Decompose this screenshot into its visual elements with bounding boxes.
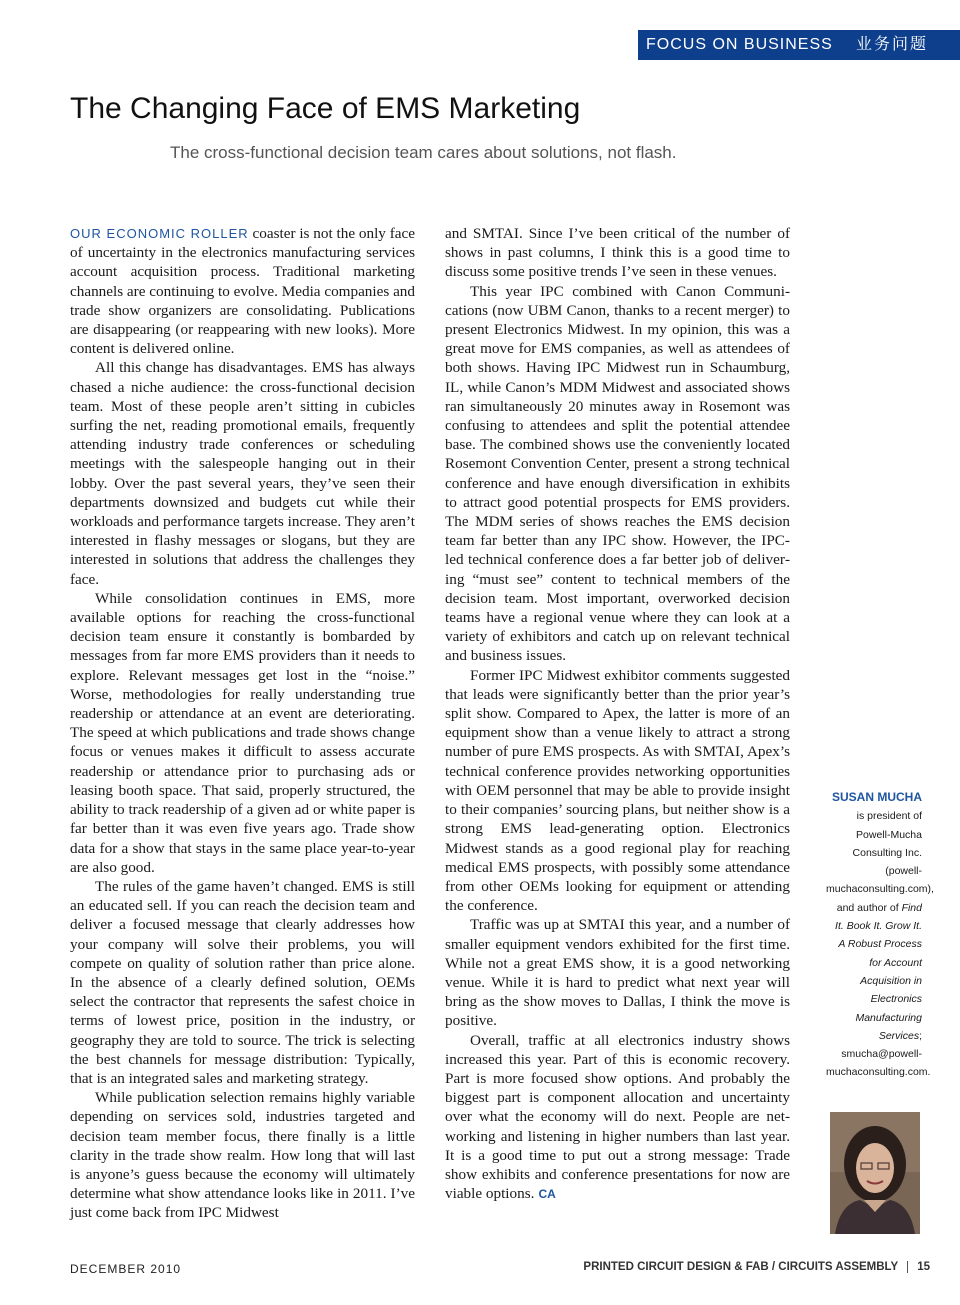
book-title: Find It. Book It. Grow It. A Robust Process for Account Acquisition in Electronics Manufacturing Services [835, 901, 922, 1042]
paragraph [445, 1031, 790, 1205]
paragraph: This year IPC combined with Canon Communications (now UBM Canon, thanks to a recent merger) to present Electronics Midwest. In my opinion, this was a great move for EMS companies, as well as attendees of both shows. Having IPC Midwest run in Schaumburg, IL, while Canon’s MDM Midwest and associated shows ran simultaneously 20 minutes away in Rosemont was confusing to attendees and split the potential attendee base. The combined shows use the conveniently located Rosemont Convention Center, present a strong technical conference and have enough diversification in exhibits to attract good potential prospects for EMS providers. The MDM series of shows reaches the EMS decision team far better than any IPC show. However, the IPC-led technical conference does a far better job of delivering “must see” content to technical members of the decision team. Most important, overworked decision teams have a regional venue where they can look at a variety of exhibitors and catch up on relevant technical and business issues. [445, 282, 790, 665]
bio-text: is president of Powell-Mucha Consulting Inc. (powell-muchaconsulting.com), and author of [826, 810, 934, 914]
paragraph-text: Overall, traffic at all electronics industry shows increased this year. Part of this is economic recovery. Part is more focused show options. And probably the biggest part is component allocation and uncertainty over what the economy will do next. People are networking and listening in higher numbers than last year. It is a good time to put out a strong message: Trade show exhibits and conference presentations for now are viable options. [445, 1031, 790, 1203]
author-photo [830, 1112, 920, 1234]
section-label-chinese: 业务问题 [856, 36, 929, 53]
author-name: SUSAN MUCHA [832, 790, 922, 804]
paragraph: Former IPC Midwest exhibitor comments suggested that leads were significantly better than the prior year’s split show. Compared to Apex, the latter is more of an equipment show than a venue likely to attract a strong number of pure EMS prospects. As with SMTAI, Apex’s technical conference provides networking opportunities with OEM personnel that may be able to provide insight to their companies’ sourcing plans, but neither show is a strong EMS lead-generating option. Electronics Midwest stands as a good regional play for reaching medical EMS prospects, with possibly some attendance from other OEMs looking for equipment or attending the conference. [445, 666, 790, 915]
paragraph: While publication selection remains highly variable depending on services sold, industries targeted and decision team member focus, there finally is a little clarity in the trade show realm. How long that will last is anyone’s guess because the economy will ultimately determine what show attendance looks like in 2011. I’ve just come back from IPC Midwest [70, 1089, 415, 1222]
end-mark: CA [538, 1187, 556, 1202]
paragraph: The rules of the game haven’t changed. EMS is still an educated sell. If you can reach the decision team and deliver a focused message that clearly addresses how your company will solve their problems, you will compete on quality of solution rather than price alone. In the absence of a clearly defined solution, OEMs select the contractor that represents the safest choice in terms of lowest price, position in the industry, or geography they are told to source. The trick is selecting the best channels for message distribution: Typically, that is an integrated sales and marketing strategy. [70, 877, 415, 1087]
article-column-1 [70, 224, 415, 1223]
section-banner [638, 30, 960, 60]
bio-contact: ; smucha@powell-muchaconsulting.com. [826, 1029, 931, 1079]
paragraph: and SMTAI. Since I’ve been critical of the number of shows in past columns, I think this is a good time to discuss some positive trends I’ve seen in these venues. [445, 225, 790, 281]
paragraph-text: coaster is not the only face of uncertainty in the electronics manufacturing services account acquisition process. Traditional marketing channels are continuing to evolve. Media companies and trade show organizers are consolidating. Publications are disappearing (or reappearing with new looks). More content is delivered online. [70, 225, 415, 358]
article-column-2 [445, 224, 790, 1204]
paragraph: All this change has disadvantages. EMS has always chased a niche audience: the cross-functional decision team. Most of these people aren’t sitting in cubicles surfing the net, reading promotional emails, frequently attending industry trade conferences or scheduling meetings with the salespeople hanging out in their lobby. Over the past several years, they’ve seen their departments downsized and budgets cut while their workloads and performance targets increase. They aren’t interested in flashy messages or slogans, but they are interested in solutions that address the challenges they face. [70, 359, 415, 588]
issue-date: DECEMBER 2010 [70, 1262, 182, 1276]
footer-divider [907, 1261, 908, 1273]
author-portrait-icon [830, 1112, 920, 1234]
page-number: 15 [917, 1261, 930, 1274]
article-subtitle: The cross-functional decision team cares about solutions, not flash. [170, 143, 677, 162]
article-title: The Changing Face of EMS Marketing [70, 92, 581, 125]
author-bio [826, 788, 934, 1082]
section-label: FOCUS ON BUSINESS [646, 36, 833, 53]
paragraph [70, 224, 415, 358]
paragraph: While consolidation continues in EMS, more available options for reaching the cross-functional decision team ensure it constantly is bombarded by messages from far more EMS providers than it needs to explore. Relevant messages get lost in the “noise.” Worse, methodologies for really understanding true readership or attendance at an event are deteriorating. The speed at which publications and trade shows change focus or venues makes it difficult to assess accurate readership or attendance prior to purchasing ads or leasing booth space. That said, properly structured, the ability to track readership of a given ad or white paper is far better than it was even five years ago. Trade show data for a show that stays in the same place year-to-year are also good. [70, 589, 415, 876]
footer-publication [583, 1261, 930, 1273]
paragraph: Traffic was up at SMTAI this year, and a number of smaller equipment vendors exhibited for the first time. While not a great EMS show, it is a good networking venue. While it is hard to predict what next year will bring as the show moves to Dallas, I think the move is positive. [445, 916, 790, 1030]
magazine-name: PRINTED CIRCUIT DESIGN & FAB / CIRCUITS ASSEMBLY [583, 1261, 899, 1274]
lead-in: OUR ECONOMIC ROLLER [70, 226, 249, 241]
